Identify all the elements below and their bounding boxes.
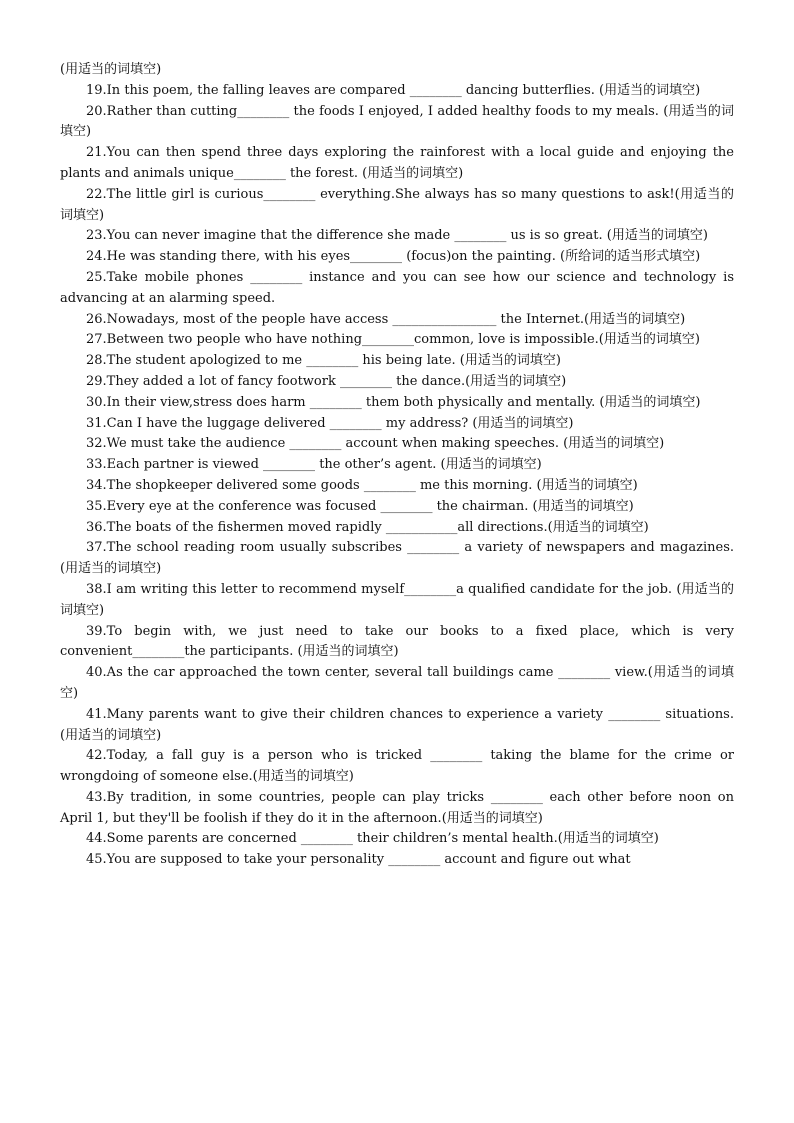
question-item: 39.To begin with, we just need to take our books to a fixed place, which is very convenient________the participants. (用适当的词填空) — [60, 623, 734, 660]
question-item: 32.We must take the audience ________ account when making speeches. (用适当的词填空) — [86, 436, 665, 452]
question-item: 19.In this poem, the falling leaves are compared ________ dancing butterflies. (用适当的词填空) — [86, 82, 701, 98]
question-item: 34.The shopkeeper delivered some goods ________ me this morning. (用适当的词填空) — [86, 477, 638, 493]
question-item: 36.The boats of the fishermen moved rapidly ___________all directions.(用适当的词填空) — [86, 519, 649, 535]
question-item: 44.Some parents are concerned ________ their children’s mental health.(用适当的词填空) — [86, 831, 659, 847]
question-item: 40.As the car approached the town center, several tall buildings came ________ view.(用适当的词填空) — [60, 665, 734, 701]
question-item: 42.Today, a fall guy is a person who is tricked ________ taking the blame for the crime or wrongdoing of someone else.(用适当的词填空) — [60, 748, 734, 785]
question-item: 41.Many parents want to give their children chances to experience a variety ________ situations.(用适当的词填空) — [60, 706, 734, 743]
question-item: 27.Between two people who have nothing________common, love is impossible.(用适当的词填空) — [86, 332, 700, 348]
question-item: 25.Take mobile phones ________ instance and you can see how our science and technology is advancing at an alarming speed. — [60, 269, 734, 306]
question-item: 38.I am writing this letter to recommend myself________a qualified candidate for the job. (用适当的词填空) — [60, 581, 734, 618]
question-item: 26.Nowadays, most of the people have access ________________ the Internet.(用适当的词填空) — [86, 311, 686, 327]
question-item: 31.Can I have the luggage delivered ________ my address? (用适当的词填空) — [86, 415, 574, 431]
question-item: 28.The student apologized to me ________ his being late. (用适当的词填空) — [86, 353, 561, 369]
question-item: 24.He was standing there, with his eyes________ (focus)on the painting. (所给词的适当形式填空) — [86, 249, 701, 265]
question-item: 43.By tradition, in some countries, people can play tricks ________ each other before noon on April 1, but they'll be foolish if they do it in the afternoon.(用适当的词填空) — [60, 789, 734, 826]
document-page — [60, 60, 734, 871]
question-list — [60, 81, 734, 871]
question-item: 21.You can then spend three days exploring the rainforest with a local guide and enjoying the plants and animals unique________ the forest. (用适当的词填空) — [60, 145, 734, 181]
question-item: 35.Every eye at the conference was focused ________ the chairman. (用适当的词填空) — [86, 498, 634, 514]
question-item: 30.In their view,stress does harm ________ them both physically and mentally. (用适当的词填空) — [86, 394, 701, 410]
question-item: 22.The little girl is curious________ everything.She always has so many questions to ask!(用适当的词填空) — [60, 186, 734, 223]
question-item: 23.You can never imagine that the difference she made ________ us is so great. (用适当的词填空) — [86, 228, 708, 244]
question-item: 37.The school reading room usually subscribes ________ a variety of newspapers and magazines.(用适当的词填空) — [60, 540, 734, 577]
question-item: 45.You are supposed to take your personality ________ account and figure out what — [86, 852, 631, 868]
question-item: 29.They added a lot of fancy footwork ________ the dance.(用适当的词填空) — [86, 373, 567, 389]
continued-instruction: (用适当的词填空) — [60, 62, 162, 77]
question-item: 20.Rather than cutting________ the foods I enjoyed, I added healthy foods to my meals. (用适当的词填空) — [60, 103, 734, 140]
question-item: 33.Each partner is viewed ________ the other’s agent. (用适当的词填空) — [86, 457, 542, 473]
